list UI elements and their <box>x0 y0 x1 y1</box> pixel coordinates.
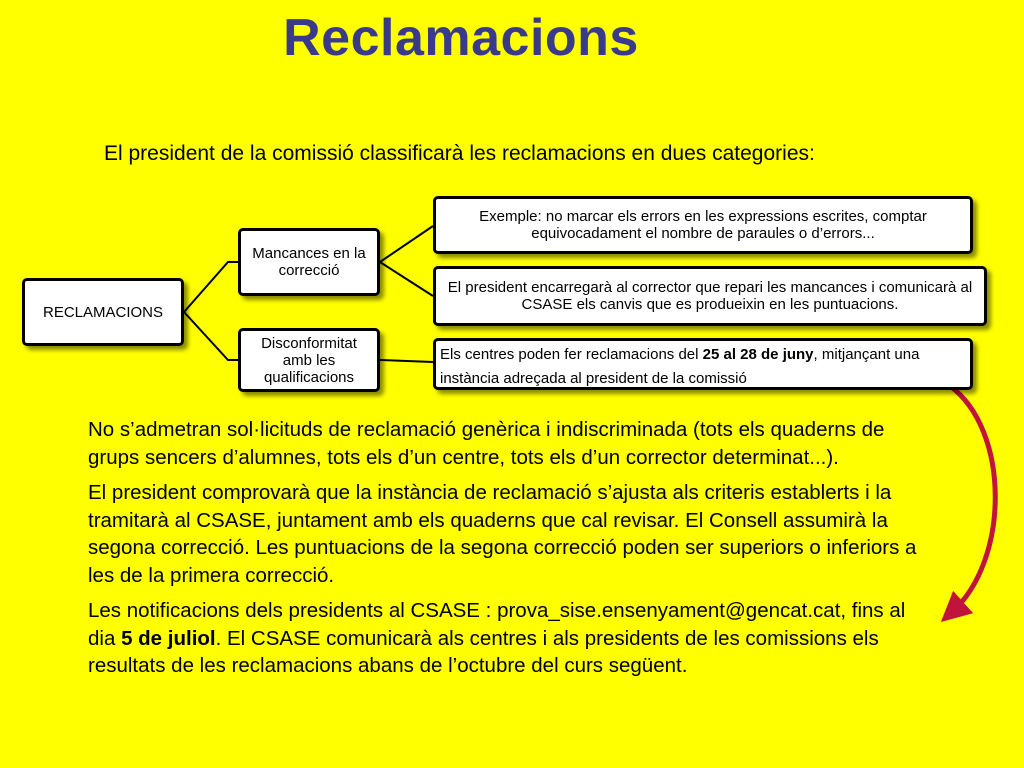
connector-root-mancances <box>184 262 238 312</box>
disconformitat-box <box>238 328 380 392</box>
president-box <box>433 266 987 326</box>
connector-mancances-exemple <box>380 226 433 262</box>
root-label: RECLAMACIONS <box>42 303 164 321</box>
connector-mancances-president <box>380 262 433 296</box>
connector-root-disconf <box>184 312 238 360</box>
paragraph-3-date: 5 de juliol <box>121 626 216 650</box>
centres-text-a: Els centres poden fer reclamacions del <box>440 346 703 363</box>
body-text <box>88 416 928 688</box>
root-box <box>22 278 184 346</box>
mancances-box <box>238 228 380 296</box>
paragraph-3 <box>88 597 928 680</box>
centres-text-b: , mitjançant una instància adreçada al president de la comissió <box>440 346 920 387</box>
exemple-box <box>433 196 973 254</box>
page-title: Reclamacions <box>283 9 639 67</box>
exemple-label: Exemple: no marcar els errors en les expressions escrites, comptar equivocadament el nombre de paraules o d’errors... <box>479 208 927 242</box>
paragraph-3-a: Les notificacions dels presidents al CSASE : prova_sise.ensenyament@gencat.cat, fins al dia <box>88 599 906 650</box>
paragraph-3-b: . El CSASE comunicarà als centres i als presidents de les comissions els resultats de les reclamacions abans de l’octubre del curs següent. <box>88 626 879 677</box>
disconformitat-label: Disconformitat amb les qualificacions <box>261 334 357 386</box>
connector-disconf-centres <box>380 360 433 362</box>
paragraph-2: El president comprovarà que la instància de reclamació s’ajusta als criteris establerts i la tramitarà al CSASE, juntament amb els quaderns que cal revisar. El Consell assumirà la segona correcció. Les puntuacions de la segona correcció poden ser superiors o inferiors a les de la primera correcció. <box>88 481 917 587</box>
curved-arrow <box>950 386 995 612</box>
intro-text: El president de la comissió classificarà les reclamacions en dues categories: <box>104 142 815 165</box>
mancances-label: Mancances en la correcció <box>252 245 366 279</box>
centres-box <box>433 338 973 390</box>
paragraph-1: No s’admetran sol·licituds de reclamació genèrica i indiscriminada (tots els quaderns de grups sencers d’alumnes, tots els d’un centre, tots els d’un corrector determinat...). <box>88 418 885 469</box>
centres-dates: 25 al 28 de juny <box>702 346 814 363</box>
president-label: El president encarregarà al corrector que repari les mancances i comunicarà al CSASE els canvis que es produeixin en les puntuacions. <box>447 279 973 313</box>
